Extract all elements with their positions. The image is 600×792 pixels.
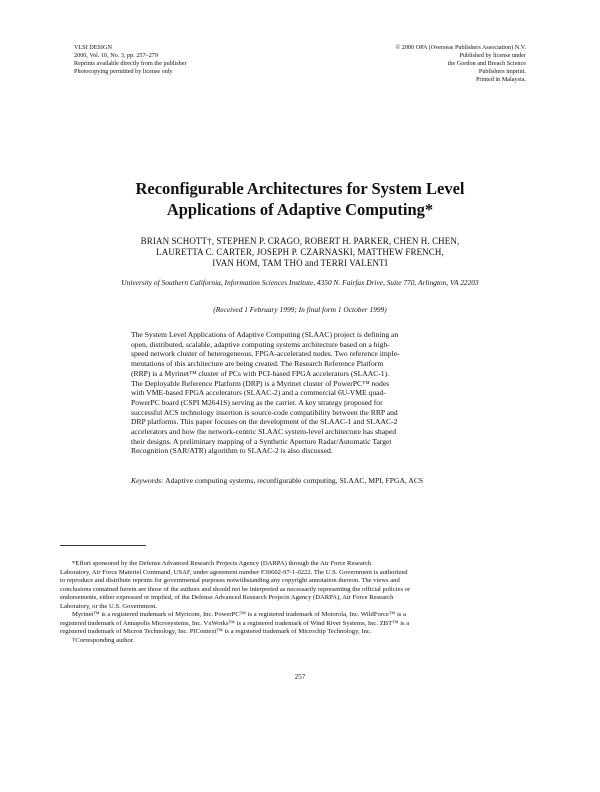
footnote-line: *Effort sponsored by the Defense Advanced Research Projects Agency (DARPA) through the Air Force Research (72, 560, 372, 567)
keywords-text: Adaptive computing systems, reconfigurable computing, SLAAC, MPI, FPGA, ACS (165, 476, 424, 485)
abstract-line: successful ACS technology insertion is source-code compatibility between the RRP and (131, 407, 398, 417)
abstract-line: with VME-based FPGA accelerators (SLAAC-2) and a commercial 6U-VME quad- (131, 388, 386, 398)
footnote-line: conclusions contained herein are those of the authors and should not be interpreted as necessarily representing the official policies or (60, 585, 411, 593)
photocopy-note: Photocopying permitted by license only (74, 68, 173, 75)
authors-line-2: LAURETTA C. CARTER, JOSEPH P. CZARNASKI, MATTHEW FRENCH, (156, 247, 444, 257)
title-line-2: Applications of Adaptive Computing* (166, 200, 434, 219)
abstract-line: accelerators and how the network-centric SLAAC system-level architecture has shaped (131, 427, 397, 437)
authors-line-3: IVAN HOM, TAM THO and TERRI VALENTI (212, 258, 388, 268)
footnote-line: †Corresponding author. (72, 636, 135, 644)
author-list (70, 236, 530, 269)
page-number: 257 (294, 673, 306, 681)
abstract-line: their designs. A preliminary mapping of a Synthetic Aperture Radar/Automatic Target (131, 436, 392, 446)
footnote-line: Myrinet™ is a registered trademark of Myricom, Inc. PowerPC™ is a registered trademark of Motorola, Inc. WildForce™ is a (72, 611, 406, 618)
footnote-line: endorsements, either expressed or implied, of the Defense Advanced Research Projects Agency (DARPA), Air Force Research (60, 594, 394, 601)
journal-name: VLSI DESIGN (74, 44, 112, 51)
received-dates: (Received 1 February 1999; In final form 1 October 1999) (213, 305, 387, 314)
affiliation: University of Southern California, Information Sciences Institute, 4350 N. Fairfax Drive, Suite 770, Arlington, VA 22203 (121, 278, 479, 287)
footnote-line: Laboratory, or the U.S. Government. (60, 602, 157, 610)
footnote-divider (60, 545, 146, 546)
authors-line-1: BRIAN SCHOTT†, STEPHEN P. CRAGO, ROBERT H. PARKER, CHEN H. CHEN, (140, 236, 460, 246)
footnote-line: Laboratory, Air Force Materiel Command, USAF, under agreement number F30602-97-1-0222. The U.S. Government is authorized (60, 568, 408, 576)
copyright-line: © 2000 OPA (Overseas Publishers Association) N.V. (395, 44, 526, 51)
footnote-line: registered trademark of Micron Technology, Inc. PIContext™ is a registered trademark of Microchip Technology, Inc. (60, 628, 372, 635)
footnotes (60, 560, 540, 645)
abstract-line: open, distributed, scalable, adaptive computing systems architecture based on a high- (131, 339, 390, 349)
abstract-line: speed network cluster of heterogeneous, FPGA-accelerated nodes. Two reference imple- (131, 349, 400, 359)
abstract (131, 330, 471, 456)
title-line-1: Reconfigurable Architectures for System Level (135, 179, 465, 198)
keywords-label: Keywords: (131, 476, 164, 485)
journal-info (74, 44, 264, 76)
printed-in: Printed in Malaysia. (475, 76, 526, 83)
abstract-line: DRP platforms. This paper focuses on the development of the SLAAC-1 and SLAAC-2 (131, 417, 398, 427)
publisher-line-3: Publishers imprint. (478, 68, 526, 75)
abstract-line: mentations of this architecture are being created. The Research Reference Platform (131, 359, 384, 369)
abstract-line: Recognition (SAR/ATR) algorithm to SLAAC-2 is also discussed. (131, 446, 333, 456)
keywords (131, 476, 471, 486)
paper-title (60, 178, 540, 220)
abstract-line: The Deployable Reference Platform (DRP) is a Myrinet cluster of PowerPC™ nodes (131, 378, 390, 388)
footnote-line: registered trademark of Annapolis Microsystems, Inc. VxWorks™ is a registered trademark of Wind River Systems, Inc. ZBT™ is a (60, 619, 410, 627)
footnote-line: to reproduce and distribute reprints for governmental purposes notwithstanding any copyright annotation thereon. The views and (60, 577, 400, 584)
publisher-line-2: the Gordon and Breach Science (447, 60, 526, 67)
abstract-line: (RRP) is a Myrinet™ cluster of PCs with PCI-based FPGA accelerators (SLAAC-1). (131, 368, 390, 378)
publisher-line-1: Published by license under (459, 52, 526, 59)
abstract-line: PowerPC board (CSPI M2641S) serving as the carrier. A key strategy proposed for (131, 397, 383, 407)
abstract-line: The System Level Applications of Adaptive Computing (SLAAC) project is defining an (131, 330, 399, 339)
reprints-note: Reprints available directly from the publisher (74, 60, 187, 67)
publisher-info (326, 44, 526, 84)
journal-volume: 2000, Vol. 10, No. 3, pp. 257–279 (74, 52, 158, 59)
